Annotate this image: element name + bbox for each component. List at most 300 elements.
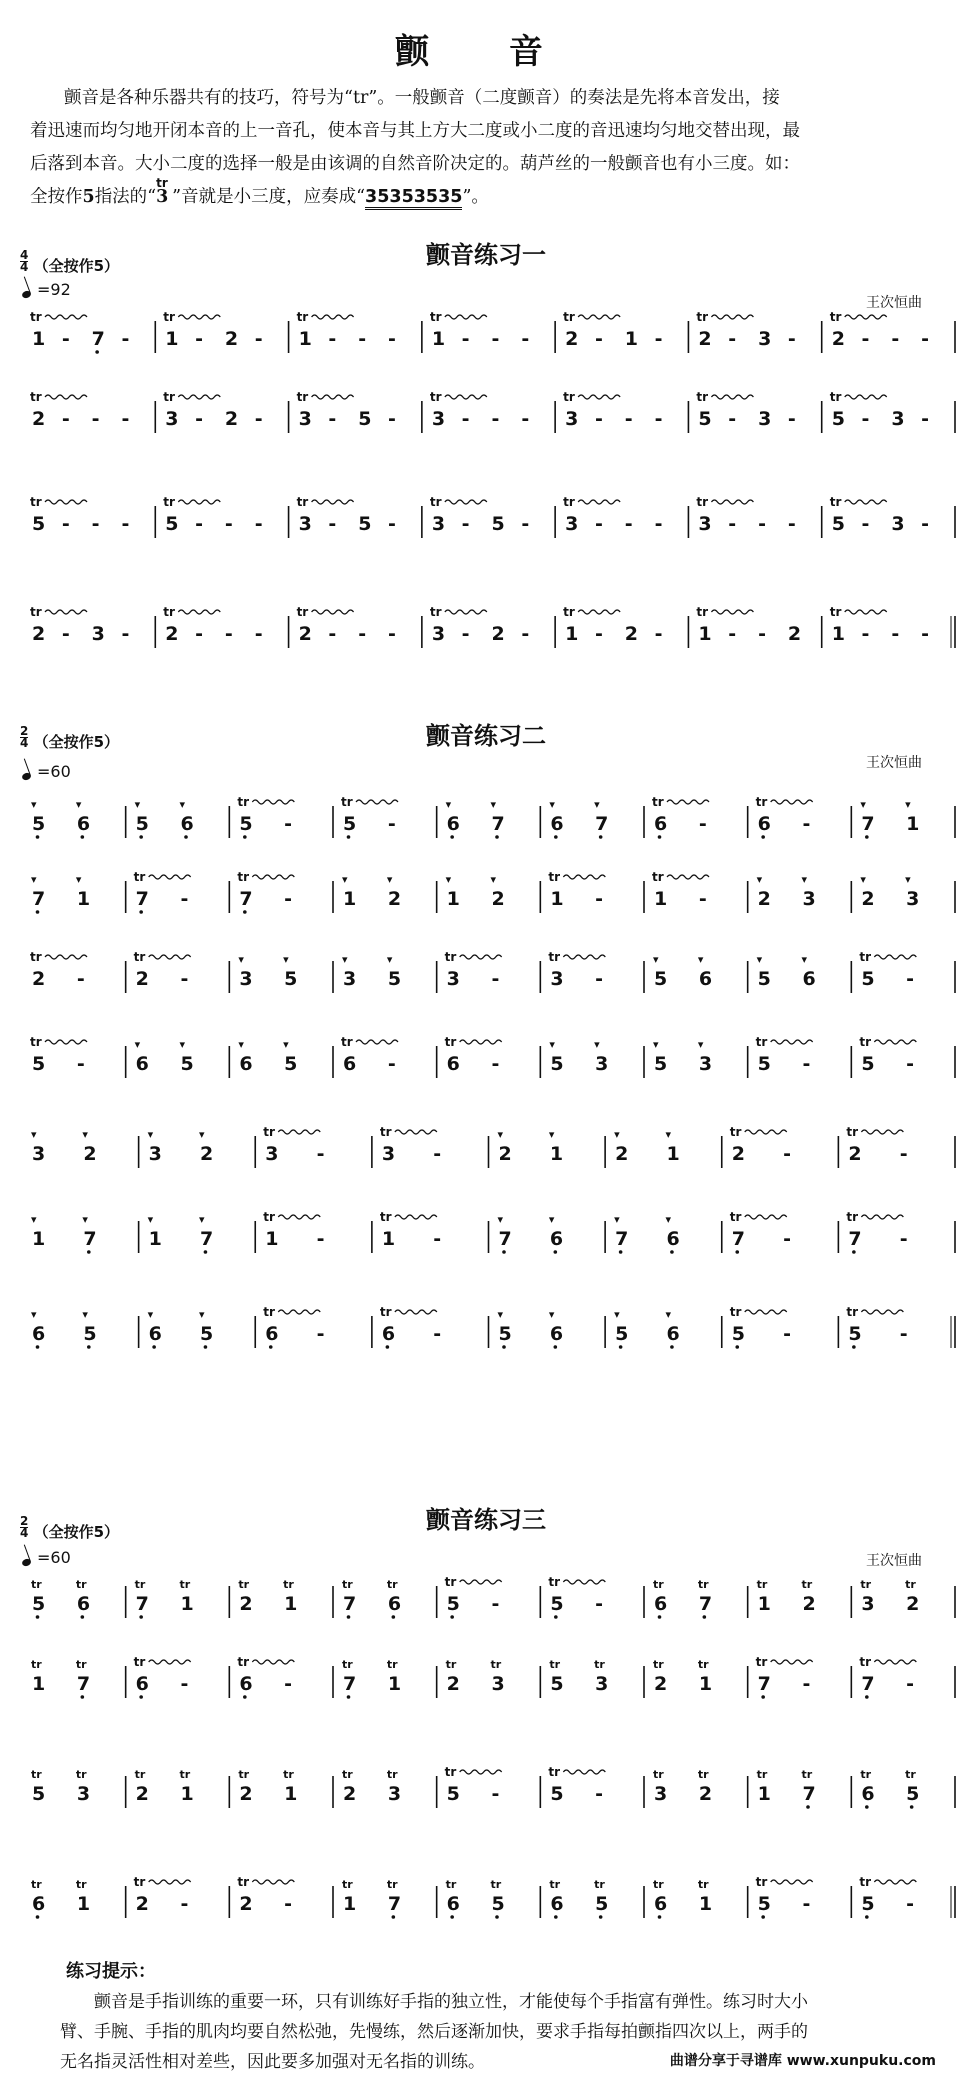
trill-mark: ▾ [342,873,348,886]
note: 6 [654,1893,668,1915]
low-octave-dot [139,835,143,839]
trill-mark: tr [729,1305,742,1319]
trill-mark: tr [429,495,442,509]
trill-wave [711,500,753,504]
exercise-1-composer: 王次恒曲 [866,295,922,311]
trill-mark: ▾ [801,953,808,966]
note: 6 [32,1893,46,1915]
note: 2 [731,1143,745,1165]
dash-mark: - [899,1143,908,1165]
trill-wave [460,1770,502,1774]
trill-mark: tr [653,1578,664,1591]
trill-mark: tr [238,1768,250,1781]
trill-mark: ▾ [82,1308,88,1321]
exercise-1-title: 颤音练习一 [426,241,546,269]
trill-mark: ▾ [697,953,704,966]
dash-mark: - [861,328,870,350]
note: 1 [698,623,712,645]
note: 3 [298,513,312,535]
note: 2 [239,1893,253,1915]
trill-wave [45,955,87,959]
dash-mark: - [491,408,500,430]
dash-mark: - [316,1228,325,1250]
note: 1 [165,328,179,350]
trill-mark: ▾ [860,873,866,886]
note: 1 [666,1143,680,1165]
low-octave-dot [95,350,99,354]
trill-wave [356,800,398,804]
note: 1 [831,623,845,645]
note: 6 [666,1323,680,1345]
trill-mark: tr [283,1768,294,1781]
note: 7 [343,1673,357,1695]
note: 1 [180,1783,194,1805]
dash-mark: - [224,513,233,535]
tips-line-2: 臂、手腕、手指的肌肉均要自然松弛，先慢练，然后逐渐加快，要求手指每拍颤指四次以上，两手的 [60,2022,808,2042]
tips-line-1: 颤音是手指训练的重要一环，只有训练好手指的独立性，才能使每个手指富有弹性。练习时大小 [94,1992,808,2012]
dash-mark: - [254,408,263,430]
dash-mark: - [254,513,263,535]
low-octave-dot [658,1615,662,1619]
note: 7 [32,888,46,910]
note: 5 [32,1783,46,1805]
dash-mark: - [328,513,337,535]
note: 3 [758,328,772,350]
low-octave-dot [502,1345,506,1349]
dash-mark: - [861,513,870,535]
trill-mark: tr [296,310,309,324]
trill-wave [252,1880,294,1884]
dash-mark: - [521,328,530,350]
trill-mark: ▾ [548,1308,555,1321]
note: 3 [431,513,446,535]
note: 2 [498,1143,512,1165]
note: 3 [431,623,446,645]
note: 7 [135,888,149,910]
low-octave-dot [735,1250,739,1254]
note: 3 [891,408,905,430]
note: 6 [666,1228,680,1250]
dash-mark: - [802,813,811,835]
trill-mark: ▾ [614,1308,620,1321]
note: 5 [491,513,505,535]
trill-mark: ▾ [283,953,289,966]
low-octave-dot [658,835,662,839]
trill-mark: tr [697,1768,709,1781]
trill-mark: ▾ [283,1038,289,1051]
note: 2 [861,888,875,910]
note: 3 [91,623,105,645]
dash-mark: - [654,328,663,350]
trill-mark: ▾ [756,873,763,886]
dash-mark: - [624,408,633,430]
dash-mark: - [316,1323,325,1345]
trill-mark: ▾ [445,798,452,811]
note: 5 [180,1053,194,1075]
note: 1 [32,328,46,350]
dash-mark: - [783,1323,791,1345]
note: 5 [731,1323,745,1345]
note: 7 [615,1228,629,1250]
trill-mark: tr [860,1768,872,1781]
trill-mark: tr [75,1878,87,1891]
trill-mark: tr [386,1578,398,1591]
dash-mark: - [594,408,603,430]
dash-mark: - [698,813,707,835]
note: 1 [343,888,357,910]
trill-wave [252,1660,294,1664]
trill-mark: tr [859,1035,871,1049]
trill-mark: ▾ [147,1213,154,1226]
trill-mark: tr [444,1765,457,1779]
note: 2 [654,1673,668,1695]
note: 2 [224,328,239,350]
intro-line-2: 着迅速而均匀地开闭本音的上一音孔，使本音与其上方大二度或小二度的音迅速均匀地交替出现，最 [30,121,800,141]
trill-mark: ▾ [198,1128,205,1141]
low-octave-dot [735,1345,739,1349]
trill-mark: tr [75,1578,87,1591]
trill-mark: ▾ [497,1308,504,1321]
note: 2 [698,328,712,350]
dash-mark: - [195,408,203,430]
dash-mark: - [180,968,189,990]
trill-mark: ▾ [697,1038,704,1051]
trill-mark: tr [846,1210,859,1224]
dash-mark: - [861,408,870,430]
note: 6 [550,813,564,835]
dash-mark: - [802,1673,811,1695]
trill-mark: tr [30,950,42,964]
dash-mark: - [121,408,130,430]
dash-mark: - [594,513,603,535]
trill-wave [861,1130,903,1134]
note: 6 [343,1053,357,1075]
note: 6 [387,1593,402,1615]
trill-mark: ▾ [548,1128,555,1141]
note: 5 [83,1323,97,1345]
trill-mark: ▾ [342,953,348,966]
dash-mark: - [224,623,233,645]
trill-mark: ▾ [665,1213,671,1226]
dash-mark: - [195,328,203,350]
trill-mark: tr [829,495,842,509]
exercise-3-meta: $\frac{2}{4}$ （全按作5） [20,1514,120,1541]
note: 2 [491,623,505,645]
dash-mark: - [195,623,203,645]
trill-note-example: tr 3 [156,176,169,207]
trill-mark: tr [30,605,42,619]
exercise-3-title: 颤音练习三 [426,1506,546,1534]
trill-wave [178,315,220,319]
time-signature: $\frac{4}{4}$ [20,248,29,274]
exercise-3-tempo: =60 [22,1548,71,1567]
note: 3 [491,1673,505,1695]
note: 5 [654,1053,668,1075]
dash-mark: - [388,513,396,535]
note: 5 [861,1053,875,1075]
trill-mark: tr [237,795,249,809]
note: 7 [135,1593,149,1615]
trill-mark: ▾ [82,1128,88,1141]
note: 3 [698,1053,713,1075]
trill-mark: tr [490,1878,502,1891]
trill-mark: tr [846,1305,859,1319]
trill-mark: tr [563,495,575,509]
trill-mark: tr [342,1768,353,1781]
trill-mark: tr [341,1035,353,1049]
trill-mark: tr [386,1768,398,1781]
note: 5 [550,1673,564,1695]
dash-mark: - [433,1228,442,1250]
exercise-2-meta: $\frac{2}{4}$ （全按作5） [20,724,120,751]
note: 3 [431,408,446,430]
trill-mark: ▾ [31,1128,37,1141]
trill-mark: tr [801,1768,813,1781]
low-octave-dot [347,1695,351,1699]
low-octave-dot [865,1695,869,1699]
note: 5 [358,513,372,535]
trill-mark: tr [238,1578,250,1591]
trill-mark: tr [829,310,842,324]
note: 2 [565,328,579,350]
trill-wave [460,955,502,959]
low-octave-dot [806,1805,810,1809]
note: 2 [906,1593,920,1615]
note: 1 [446,888,460,910]
dash-mark: - [61,408,70,430]
trill-wave [278,1215,320,1219]
note: 2 [298,623,312,645]
note: 2 [135,968,149,990]
dash-mark: - [433,1323,442,1345]
dash-mark: - [595,1593,604,1615]
dash-mark: - [654,408,663,430]
trill-mark: tr [697,1878,709,1891]
trill-wave [845,610,887,614]
note: 5 [446,1783,460,1805]
trill-mark: tr [846,1125,859,1139]
low-octave-dot [670,1250,674,1254]
note: 3 [446,968,460,990]
low-octave-dot [204,1345,208,1349]
dash-mark: - [316,1143,325,1165]
note: 5 [654,968,668,990]
trill-mark: ▾ [594,798,600,811]
dash-mark: - [61,623,70,645]
dash-mark: - [387,1053,396,1075]
trill-mark: ▾ [665,1308,671,1321]
exercise-3-composer: 王次恒曲 [866,1553,922,1569]
dash-mark: - [654,513,663,535]
note: 1 [32,1228,46,1250]
note: 3 [148,1143,162,1165]
note: 5 [757,1053,771,1075]
note: 7 [76,1673,91,1695]
note: 1 [76,888,91,910]
trill-mark: tr [696,495,709,509]
note: 6 [654,1593,668,1615]
dash-mark: - [76,1053,85,1075]
dash-mark: - [76,968,85,990]
dash-mark: - [284,888,293,910]
dash-mark: - [787,408,796,430]
trill-wave [149,955,191,959]
trill-mark: tr [237,1875,249,1889]
note: 1 [698,1673,713,1695]
trill-mark: tr [652,870,664,884]
tips-line-3: 无名指灵活性相对差些，因此要多加强对无名指的训练。 [60,2052,485,2072]
trill-mark: ▾ [198,1308,205,1321]
trill-mark: ▾ [756,953,763,966]
trill-wave [874,1660,916,1664]
dash-mark: - [121,328,130,350]
trill-wave [312,500,354,504]
dash-mark: - [521,513,530,535]
dash-mark: - [861,623,870,645]
trill-wave [578,315,620,319]
trill-mark: tr [548,1575,560,1589]
trill-mark: tr [31,1578,42,1591]
intro-line-4: 全按作5指法的“ tr 3 ”音就是小三度，应奏成“35353535”。 [30,181,948,214]
note: 2 [802,1593,816,1615]
trill-mark: tr [30,390,42,404]
trill-pattern: 35353535 [365,187,462,210]
dash-mark: - [906,1053,915,1075]
note: 6 [76,1593,91,1615]
note: 1 [180,1593,194,1615]
trill-wave [356,1040,398,1044]
note: 3 [343,968,357,990]
trill-mark: ▾ [549,1038,555,1051]
dash-mark: - [61,328,70,350]
low-octave-dot [152,1345,156,1349]
low-octave-dot [502,1250,506,1254]
low-octave-dot [81,835,85,839]
dash-mark: - [91,408,100,430]
trill-mark: tr [429,605,442,619]
exercise-1-tempo: =92 [22,280,71,299]
trill-mark: tr [563,390,575,404]
low-octave-dot [761,1915,765,1919]
trill-mark: tr [697,1578,709,1591]
note: 1 [431,328,446,350]
low-octave-dot [139,1615,143,1619]
note: 1 [387,1673,402,1695]
trill-wave [771,800,813,804]
trill-mark: ▾ [490,798,497,811]
trill-wave [278,1130,320,1134]
low-octave-dot [81,1615,85,1619]
note: 6 [148,1323,162,1345]
exercise-1-meta: $\frac{4}{4}$ （全按作5） [20,248,120,275]
note: 3 [165,408,179,430]
low-octave-dot [36,835,40,839]
note: 2 [343,1783,357,1805]
trill-wave [395,1215,437,1219]
trill-mark: tr [263,1210,275,1224]
low-octave-dot [392,1615,396,1619]
low-octave-dot [347,835,351,839]
trill-mark: tr [133,950,146,964]
low-octave-dot [450,835,454,839]
dash-mark: - [654,623,663,645]
trill-mark: tr [756,1578,768,1591]
note: 5 [757,968,771,990]
trill-wave [771,1040,813,1044]
trill-mark: ▾ [238,1038,244,1051]
trill-mark: tr [729,1125,742,1139]
trill-wave [278,1310,320,1314]
trill-wave [711,610,753,614]
trill-mark: tr [133,1875,146,1889]
dash-mark: - [891,623,900,645]
low-octave-dot [761,835,765,839]
note: 3 [565,513,579,535]
trill-wave [745,1130,787,1134]
trill-mark: tr [263,1305,275,1319]
trill-wave [395,1310,437,1314]
trill-mark: ▾ [31,1213,37,1226]
trill-mark: ▾ [75,873,82,886]
note: 3 [595,1053,609,1075]
low-octave-dot [450,1615,454,1619]
exercise-2-composer: 王次恒曲 [866,755,922,771]
note: 7 [698,1593,713,1615]
trill-wave [771,1660,813,1664]
trill-mark: tr [429,390,442,404]
trill-wave [312,315,354,319]
trill-mark: ▾ [549,798,555,811]
trill-wave [445,610,487,614]
note: 3 [891,513,905,535]
low-octave-dot [36,1915,40,1919]
dash-mark: - [284,1893,293,1915]
trill-wave [578,610,620,614]
note: 6 [698,968,713,990]
dash-mark: - [783,1228,791,1250]
trill-mark: tr [342,1878,353,1891]
dash-mark: - [921,408,930,430]
note: 5 [165,513,179,535]
note: 2 [615,1143,629,1165]
note: 7 [848,1228,862,1250]
note: 1 [624,328,639,350]
note: 2 [446,1673,460,1695]
note: 5 [498,1323,512,1345]
dash-mark: - [624,513,633,535]
note: 6 [654,813,668,835]
note: 6 [265,1323,279,1345]
trill-mark: tr [563,310,575,324]
dash-mark: - [461,623,470,645]
note: 3 [239,968,253,990]
trill-wave [578,500,620,504]
note: 5 [861,1893,875,1915]
dash-mark: - [891,328,900,350]
note: 1 [654,888,668,910]
note: 5 [831,513,845,535]
note: 7 [91,328,105,350]
dash-mark: - [328,328,337,350]
low-octave-dot [269,1345,273,1349]
trill-mark: ▾ [614,1128,620,1141]
trill-mark: tr [237,870,249,884]
note: 1 [298,328,312,350]
trill-mark: tr [31,1878,42,1891]
note: 1 [32,1673,46,1695]
note: 2 [848,1143,862,1165]
trill-mark: tr [379,1305,392,1319]
